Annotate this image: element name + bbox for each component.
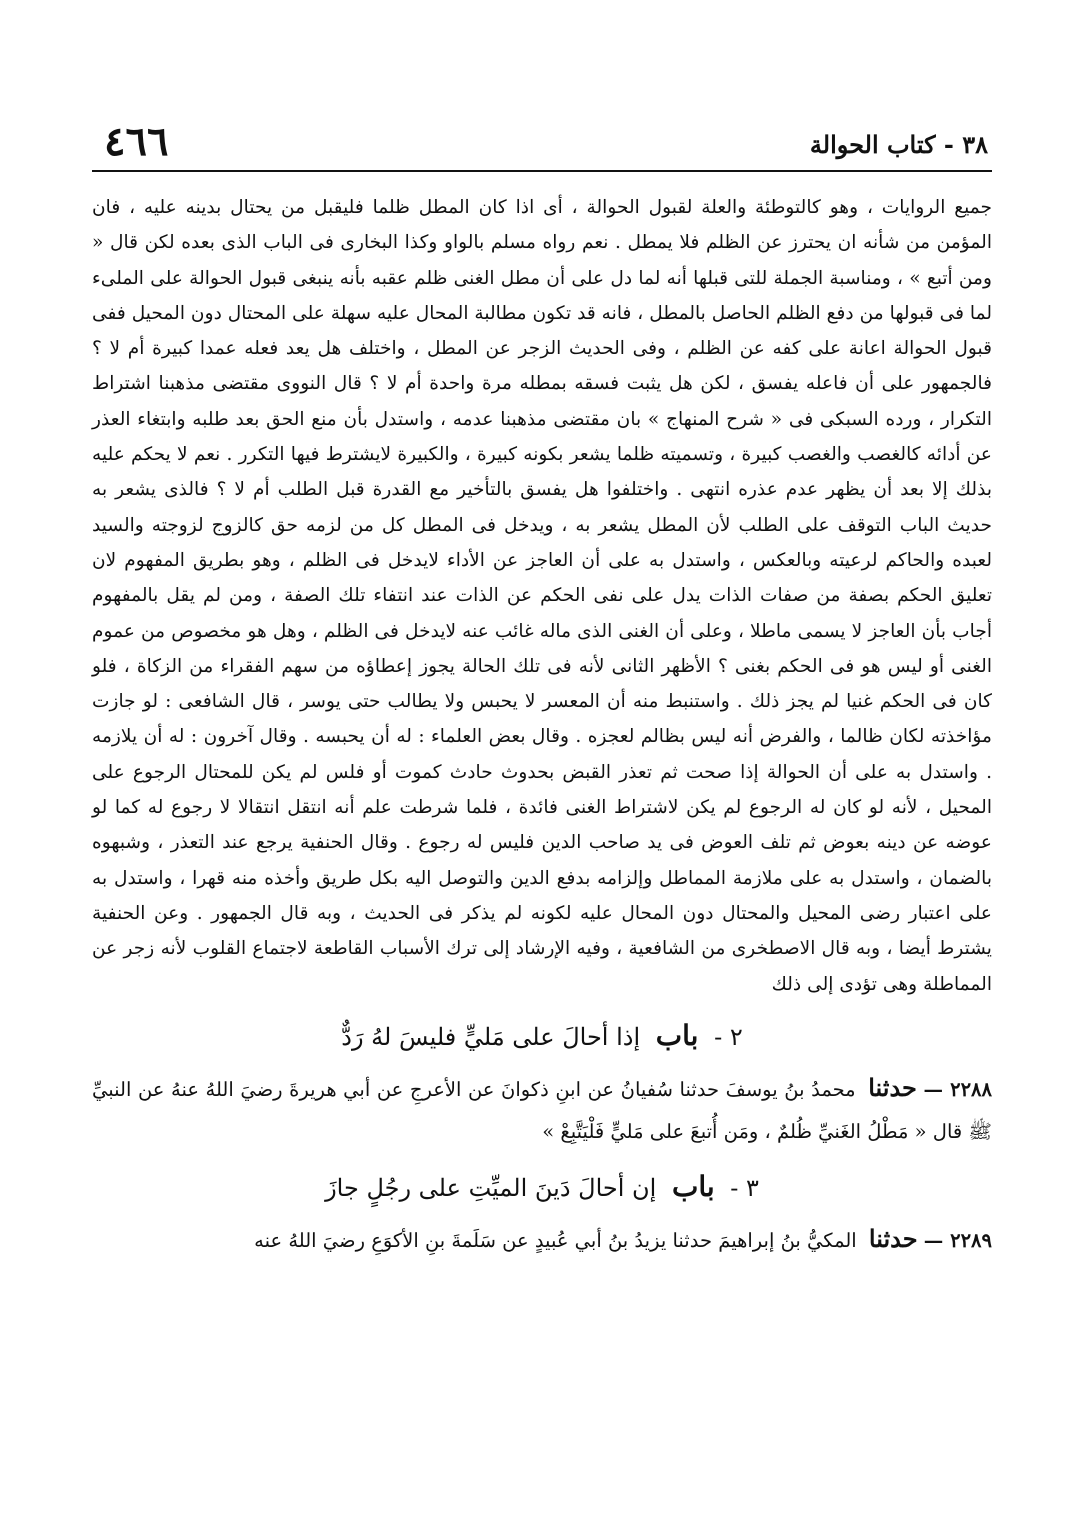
bab-word: باب (671, 1169, 715, 1203)
page-number: ٤٦٦ (104, 118, 169, 165)
hadith-haddathana: حدثنا (868, 1223, 918, 1253)
bab-number: ٢ - (714, 1022, 743, 1051)
hadith-text: محمدُ بنُ يوسفَ حدثنا سُفيانُ عن ابنِ ذكوانَ عن الأعرجِ عن أبي هريرةَ رضيَ اللهُ عنهُ عن النبيِّ ﷺ قال « مَطْلُ الغَنيِّ ظُلمٌ ، ومَن أُتبعَ على مَليٍّ فَلْيَتَّبِعْ » (92, 1077, 992, 1143)
bab-title: إن أحالَ دَينَ الميِّتِ على رجُلٍ جازَ (325, 1173, 657, 1202)
bab-word: باب (655, 1018, 699, 1052)
bab-heading-2 (92, 1016, 992, 1057)
hadith-haddathana: حدثنا (868, 1072, 917, 1102)
page (92, 112, 992, 1262)
hadith-text: المكيُّ بنُ إبراهيمَ حدثنا يزيدُ بنُ أبي عُبيدٍ عن سَلَمةَ بنِ الأكوَعِ رضيَ اللهُ عنه (254, 1228, 857, 1252)
page-header (92, 112, 992, 172)
hadith-number: ٢٢٨٨ — (923, 1077, 993, 1101)
commentary-text: جميع الروايات ، وهو كالتوطئة والعلة لقبول الحوالة ، أى اذا كان المطل ظلما فليقبل من يحتال بدينه عليه ، فان المؤمن من شأنه ان يحترز عن الظلم فلا يمطل . نعم رواه مسلم بالواو وكذا البخارى فى الباب الذى بعده لكن قال « ومن أتبع » ، ومناسبة الجملة للتى قبلها أنه لما دل على أن مطل الغنى ظلم عقبه بأنه ينبغى قبول الحوالة على الملىء لما فى قبولها من دفع الظلم الحاصل بالمطل ، فانه قد تكون مطالبة المحال عليه سهلة على المحتال دون المحيل ففى قبول الحوالة اعانة على كفه عن الظلم ، وفى الحديث الزجر عن المطل ، واختلف هل يعد فعله عمدا كبيرة أم لا ؟ فالجمهور على أن فاعله يفسق ، لكن هل يثبت فسقه بمطله مرة واحدة أم لا ؟ قال النووى مقتضى مذهبنا اشتراط التكرار ، ورده السبكى فى « شرح المنهاج » بان مقتضى مذهبنا عدمه ، واستدل بأن منع الحق بعد طلبه وابتغاء العذر عن أدائه كالغصب والغصب كبيرة ، وتسميته ظلما يشعر بكونه كبيرة ، والكبيرة لايشترط فيها التكرر . نعم لا يحكم عليه بذلك إلا بعد أن يظهر عدم عذره انتهى . واختلفوا هل يفسق بالتأخير مع القدرة قبل الطلب أم لا ؟ فالذى يشعر به حديث الباب التوقف على الطلب لأن المطل يشعر به ، ويدخل فى المطل كل من لزمه حق كالزوج لزوجته والسيد لعبده والحاكم لرعيته وبالعكس ، واستدل به على أن العاجز عن الأداء لايدخل فى الظلم ، وهو بطريق المفهوم لان تعليق الحكم بصفة من صفات الذات يدل على نفى الحكم عن الذات عند انتفاء تلك الصفة ، ومن لم يقل بالمفهوم أجاب بأن العاجز لا يسمى ماطلا ، وعلى أن الغنى الذى ماله غائب عنه لايدخل فى الظلم ، وهل هو مخصوص من عموم الغنى أو ليس هو فى الحكم بغنى ؟ الأظهر الثانى لأنه فى تلك الحالة يجوز إعطاؤه من سهم الفقراء من الزكاة ، فلو كان فى الحكم غنيا لم يجز ذلك . واستنبط منه أن المعسر لا يحبس ولا يطالب حتى يوسر ، قال الشافعى : لو جازت مؤاخذته لكان ظالما ، والفرض أنه ليس بظالم لعجزه . وقال بعض العلماء : له أن يحبسه . وقال آخرون : له أن يلازمه . واستدل به على أن الحوالة إذا صحت ثم تعذر القبض بحدوث حادث كموت أو فلس لم يكن للمحتال الرجوع على المحيل ، لأنه لو كان له الرجوع لم يكن لاشتراط الغنى فائدة ، فلما شرطت علم أنه انتقل انتقالا لا رجوع له كما لو عوضه عن دينه بعوض ثم تلف العوض فى يد صاحب الدين فليس له رجوع . وقال الحنفية يرجع عند التعذر ، وشبهوه بالضمان ، واستدل به على ملازمة المماطل وإلزامه بدفع الدين والتوصل اليه بكل طريق وأخذه منه قهرا ، واستدل به على اعتبار رضى المحيل والمحتال دون المحال عليه لكونه لم يذكر فى الحديث ، وبه قال الجمهور . وعن الحنفية يشترط أيضا ، وبه قال الاصطخرى من الشافعية ، وفيه الإرشاد إلى ترك الأسباب القاطعة لاجتماع القلوب لأنه زجر عن المماطلة وهى تؤدى إلى ذلك (92, 197, 992, 995)
commentary-block (92, 190, 992, 1002)
bab-title: إذا أحالَ على مَليٍّ فليسَ لهُ رَدٌّ (341, 1022, 641, 1051)
hadith-number: ٢٢٨٩ — (923, 1228, 992, 1252)
hadith-2289 (92, 1218, 992, 1262)
bab-heading-3 (92, 1167, 992, 1208)
chapter-title: ٣٨ - كتاب الحوالة (809, 130, 988, 159)
bab-number: ٣ - (730, 1173, 759, 1202)
hadith-2288 (92, 1067, 992, 1153)
